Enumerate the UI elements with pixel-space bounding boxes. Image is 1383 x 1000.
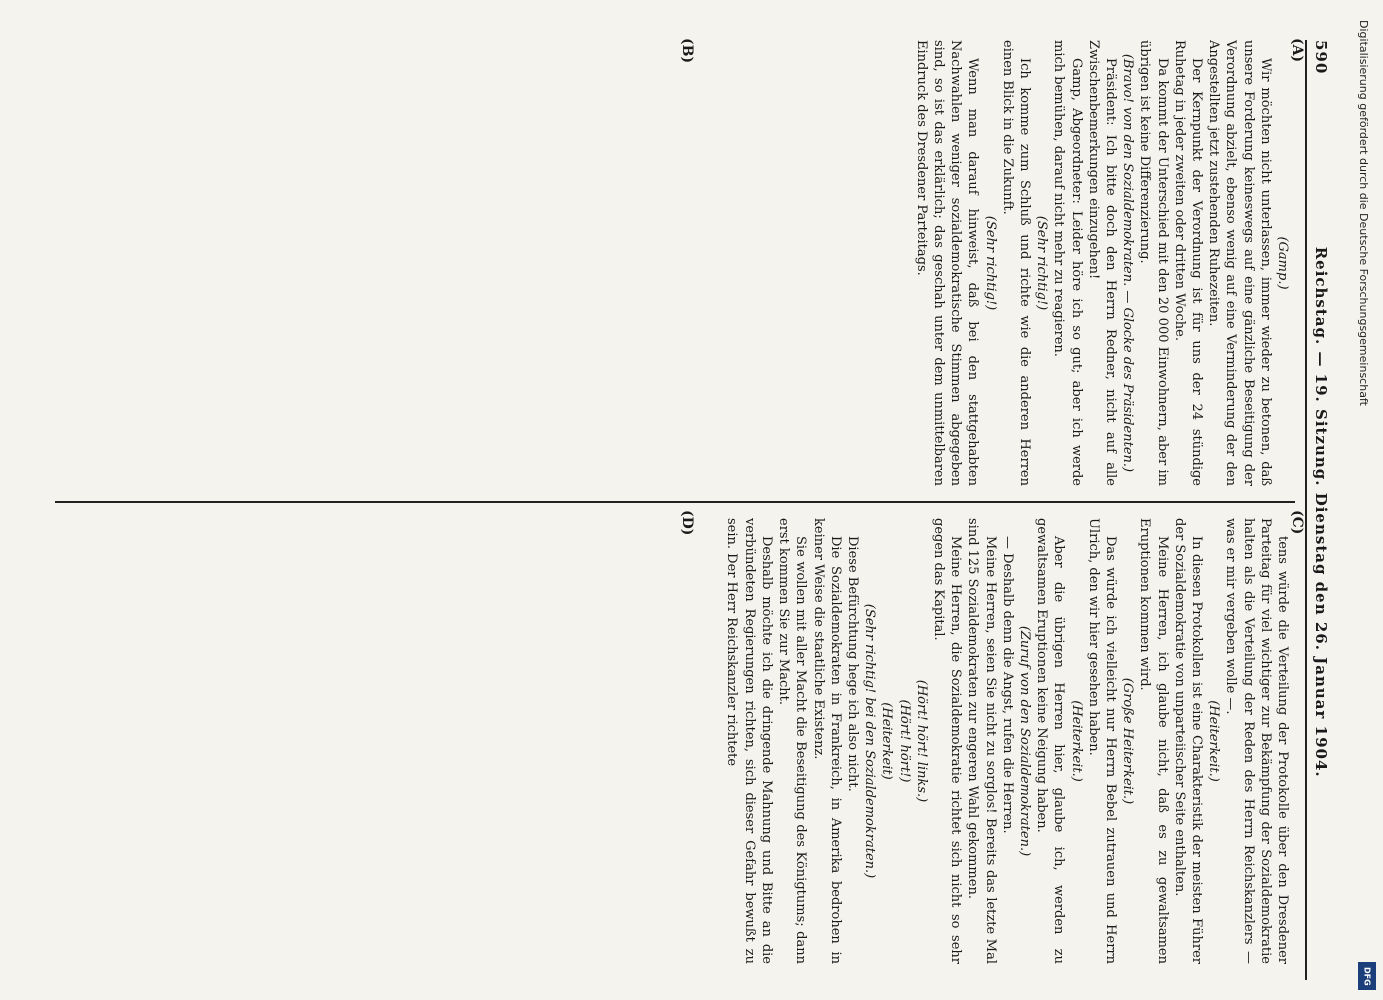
margin-marker-c: (C) [1289,510,1305,535]
interjection: (Sehr richtig!) [1034,215,1050,311]
page-title: Reichstag. — 19. Sitzung. Dienstag den 26. Januar 1904. [1312,246,1330,778]
interjection: (Sehr richtig!) [982,215,998,311]
paragraph: Deshalb möchte ich die dringende Mahnung und Bitte an die verbündeten Regierungen richten, sich dieser Gefahr bewußt zu sein. Der Herr Reichskanzler richtete [724,518,774,964]
right-column [61,518,1291,964]
paragraph: Meine Herren, die Sozialdemokratie richtet sich nicht so sehr gegen das Kapital. [930,518,964,964]
paragraph: Aber die übrigen Herren hier, glaube ich, werden zu gewaltsamen Eruptionen keine Neigung haben. [1034,518,1067,964]
page-header [1305,40,1335,980]
dfg-logo-icon: DFG [1358,962,1376,990]
credit-text: Digitalisierung gefördert durch die Deutsche Forschungsgemeinschaft [1357,20,1370,406]
rotated-page-content [45,40,1335,980]
paragraph: tens würde die Verteilung der Protokolle über den Dresdener Parteitag für viel wichtiger zur Bekämpfung der Sozialdemokratie halten als die Verteilung der Reden des Herrn Reichskanzlers — was er mir vergeben wolle —. [1223,518,1290,964]
digitization-credit [1348,20,1378,990]
speaker-tag: (Gamp.) [1275,236,1290,290]
paragraph: Präsident: Ich bitte doch den Herrn Redner, nicht auf alle Zwischenbemerkungen einzugehen! [1085,40,1118,486]
page-number: 590 [1312,40,1330,75]
interjection: (Große Heiterkeit.) [1120,677,1136,805]
margin-marker-b: (B) [679,38,695,64]
margin-marker-d: (D) [679,510,695,536]
interjection: (Hört! hört! links.) [913,679,929,803]
interjection: (Bravo! von den Sozialdemokraten. — Glocke des Präsidenten.) [1120,53,1136,473]
column-divider [55,501,1295,503]
paragraph: In diesen Protokollen ist eine Charakteristik der meisten Führer der Sozialdemokratie von unparteiischer Seite enthalten. [1171,518,1204,964]
paragraph: Der Kernpunkt der Verordnung ist für uns der 24 stündige Ruhetag in jeder zweiten oder dritten Woche. [1171,40,1204,486]
paragraph: Diese Befürchtung hege ich also nicht. [844,536,860,792]
paragraph: Meine Herren, ich glaube nicht, daß es zu gewaltsamen Eruptionen kommen wird. [1137,518,1170,964]
paragraph: Gamp, Abgeordneter: Leider höre ich so gut; aber ich werde mich bemühen, darauf nicht mehr zu reagieren. [1051,40,1084,486]
paragraph: Meine Herren, seien Sie nicht zu sorglos! Bereits das letzte Mal sind 125 Sozialdemokraten zur engeren Wahl gekommen. [965,518,998,964]
paragraph: Sie wollen mit aller Macht die Beseitigung des Königtums; dann erst kommen Sie zur Macht. [776,518,809,964]
interjection: (Heiterkeit.) [1206,700,1222,782]
interjection: (Zuruf von den Sozialdemokraten.) [1016,625,1032,857]
paragraph: Die Sozialdemokraten in Frankreich, in Amerika bedrohen in keiner Weise die staatliche Existenz. [810,518,843,964]
interjection: (Heiterkeit) [879,702,895,780]
interjection: (Hört! hört!) [896,699,912,783]
paragraph: Wir möchten nicht unterlassen, immer wieder zu betonen, daß unsere Forderung keineswegs auf eine gänzliche Beseitigung der Verordnung abzielt, ebenso wenig auf eine Verminderung der den Angestellten jetzt zustehenden Ruhezeiten. [1206,40,1273,486]
paragraph: Da kommt der Unterschied mit den 20 000 Einwohnern, aber im übrigen ist keine Differenzierung. [1137,40,1170,486]
left-column [61,40,1291,486]
margin-marker-a: (A) [1289,38,1305,63]
paragraph: — Deshalb denn die Angst, rufen die Herren. [999,536,1015,834]
interjection: (Sehr richtig! bei den Sozialdemokraten.) [862,603,878,879]
interjection: (Heiterkeit.) [1068,700,1084,782]
paragraph: Ich komme zum Schluß und richte wie die anderen Herren einen Blick in die Zukunft. [999,40,1032,486]
paragraph: Das würde ich vielleicht nur Herrn Bebel zutrauen und Herrn Ulrich, den wir hier gesehen haben. [1085,518,1118,964]
paragraph: Wenn man darauf hinweist, daß bei den stattgehabten Nachwahlen weniger sozialdemokratische Stimmen abgegeben sind, so ist das erklärlich; das geschah unter dem unmittelbaren Eindruck des Dresdener Parteitags. [913,40,981,486]
